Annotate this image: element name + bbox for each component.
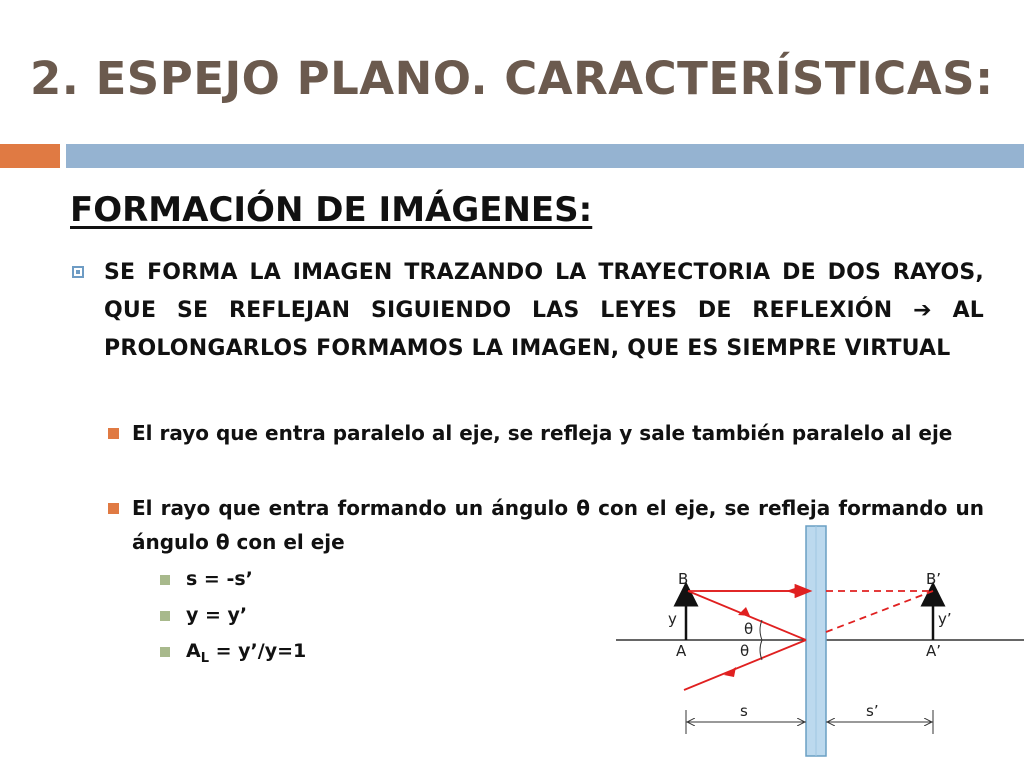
bullet-main-text-b: AL PROLONGARLOS FORMAMOS LA IMAGEN, QUE ES SIEMPRE VIRTUAL bbox=[104, 298, 985, 361]
label-s-prime: s’ bbox=[866, 702, 879, 720]
arrow-right-icon: ➔ bbox=[913, 298, 932, 323]
eq-a-symbol: A bbox=[186, 640, 201, 662]
label-A: A bbox=[676, 642, 687, 660]
angle-arc-bottom bbox=[760, 640, 762, 660]
label-B: B bbox=[678, 570, 689, 588]
label-theta-top: θ bbox=[744, 620, 754, 638]
label-y: y bbox=[668, 610, 677, 628]
label-A-prime: A’ bbox=[926, 642, 942, 660]
sub-bullet-icon bbox=[108, 503, 119, 514]
slide-title: 2. ESPEJO PLANO. CARACTERÍSTICAS: bbox=[30, 52, 994, 105]
eq-bullet-icon bbox=[160, 647, 170, 657]
angle-arc-top bbox=[760, 620, 762, 640]
sub-bullet-parallel: El rayo que entra paralelo al eje, se refleja y sale también paralelo al eje bbox=[132, 421, 953, 445]
label-s: s bbox=[740, 702, 748, 720]
plane-mirror-diagram bbox=[610, 520, 1024, 764]
equation-s: s = -s’ bbox=[186, 568, 253, 590]
eq-bullet-icon bbox=[160, 575, 170, 585]
bullet-main-text-a: SE FORMA LA IMAGEN TRAZANDO LA TRAYECTORIA DE DOS RAYOS, QUE SE REFLEJAN SIGUIENDO LAS LEYES DE REFLEXIÓN bbox=[104, 260, 984, 323]
title-accent-bar-orange bbox=[0, 144, 60, 168]
bullet-main bbox=[104, 254, 984, 368]
label-B-prime: B’ bbox=[926, 570, 942, 588]
equation-y: y = y’ bbox=[186, 604, 248, 626]
eq-rest: = y’/y=1 bbox=[209, 640, 307, 662]
label-theta-bottom: θ bbox=[740, 642, 750, 660]
oblique-ray-extension bbox=[826, 591, 933, 632]
incident-ray-arrowhead bbox=[738, 607, 750, 616]
equation-magnification bbox=[186, 638, 306, 672]
eq-subscript: L bbox=[200, 650, 210, 666]
label-y-prime: y’ bbox=[938, 610, 952, 628]
title-accent-bar-blue bbox=[66, 144, 1024, 168]
sub-bullet-angle: El rayo que entra formando un ángulo θ con el eje, se refleja formando un ángulo θ con el eje bbox=[132, 496, 984, 554]
reflected-ray-arrowhead bbox=[786, 587, 798, 595]
eq-bullet-icon bbox=[160, 611, 170, 621]
sub-bullet-icon bbox=[108, 428, 119, 439]
section-subtitle: FORMACIÓN DE IMÁGENES: bbox=[70, 190, 593, 230]
bullet-square-icon bbox=[72, 266, 84, 278]
